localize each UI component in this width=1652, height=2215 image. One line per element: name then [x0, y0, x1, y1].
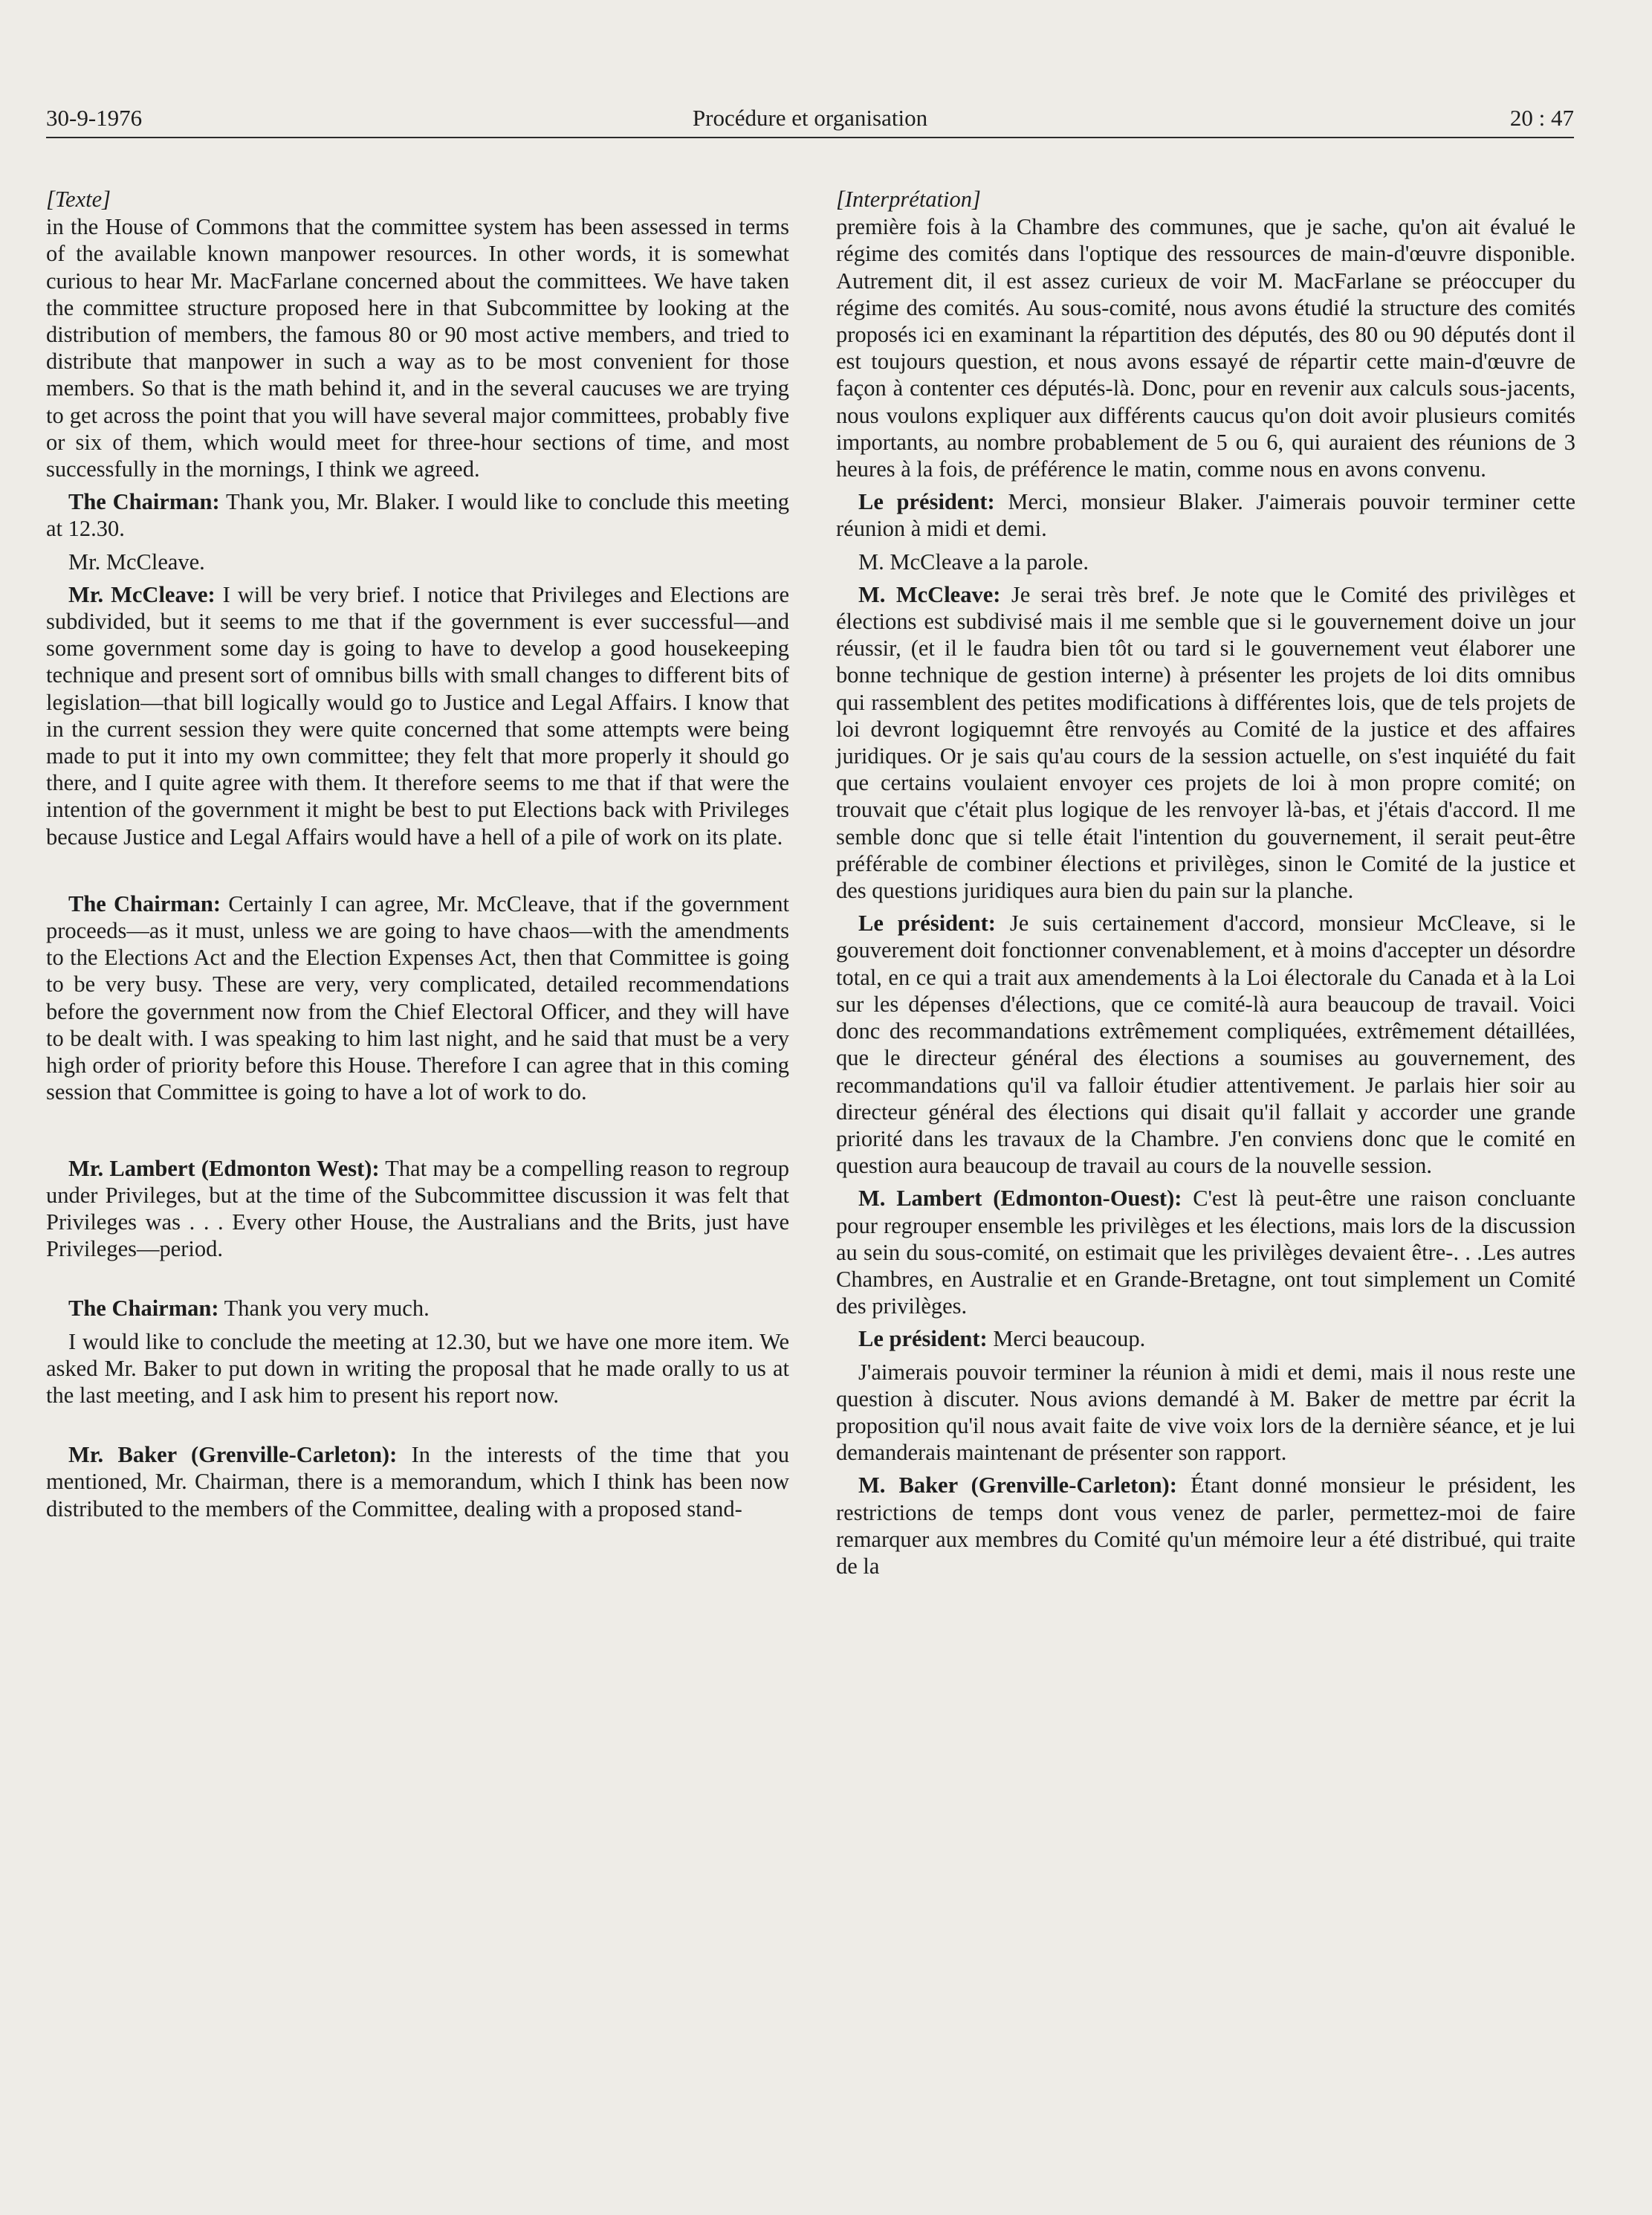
paragraph-text: Je serai très bref. Je note que le Comité des privilèges et élections est subdivisé mais il me semble que si le gouvernement doive un jour réussir, (et il le faudra bien tôt ou tard si le gouvernement veut élaborer une bonne technique de gestion interne) à présenter les projets de loi dits omnibus qui rassemblent des petites modifications à différentes lois, que de tels projets de loi devront logiquemnt être renvoyés au Comité de la justice et des affaires juridiques. Or je sais qu'au cours de la session actuelle, on s'est inquiété du fait que certains voulaient envoyer ces projets de loi à mon propre comité; on trouvait que c'était plus logique de les renvoyer là-bas, et j'étais d'accord. Il me semble donc que si telle était l'intention du gouvernement, il serait peut-être préférable de combiner élections et privilèges, sinon le Comité de la justice et des questions juridiques aura bien du pain sur la planche. — [836, 581, 1575, 904]
french-paragraph — [836, 910, 1575, 1179]
speaker-name: Mr. Lambert (Edmonton West): — [68, 1155, 380, 1181]
paragraph-text: I will be very brief. I notice that Privileges and Elections are subdivided, but it seems to me that if the government is ever successful—and some government some day is going to have to develop a good housekeeping technique and present sort of omnibus bills with small changes to different bits of legislation—that bill logically would go to Justice and Legal Affairs. I know that in the current session they were quite concerned that some attempts were being made to put it into my own committee; they felt that more properly it should go there, and I quite agree with them. It therefore seems to me that if that were the intention of the government it might be best to put Elections back with Privileges because Justice and Legal Affairs would have a hell of a pile of work on its plate. — [46, 581, 789, 850]
paragraph-text: Merci, monsieur Blaker. J'aimerais pouvoir terminer cette réunion à midi et demi. — [836, 489, 1575, 542]
paragraph-text: in the House of Commons that the committee system has been assessed in terms of the available known manpower resources. In other words, it is somewhat curious to hear Mr. MacFarlane concerned about the committees. We have taken the committee structure proposed here in that Subcommittee by looking at the distribution of members, the famous 80 or 90 most active members, and tried to distribute that manpower in such a way as to be most convenient for those members. So that is the math behind it, and in the several caucuses we are trying to get across the point that you will have several major committees, probably five or six of them, which would meet for three-hour sections of time, and most successfully in the mornings, I think we agreed. — [46, 214, 789, 482]
french-paragraph — [836, 549, 1575, 575]
english-paragraph — [46, 1328, 789, 1409]
english-language-marker: [Texte] — [46, 187, 111, 212]
french-language-marker: [Interprétation] — [836, 187, 981, 212]
french-paragraph — [836, 581, 1575, 904]
header-date: 30-9-1976 — [46, 105, 143, 131]
speaker-name: Le président: — [858, 911, 996, 937]
english-column — [46, 186, 789, 1522]
french-paragraph — [836, 1359, 1575, 1467]
paragraph-text: Thank you, Mr. Blaker. I would like to conclude this meeting at 12.30. — [46, 489, 790, 542]
paragraph-text: In the interests of the time that you mentioned, Mr. Chairman, there is a memorandum, which I think has been now distributed to the members of the Committee, dealing with a proposed stand- — [46, 1442, 789, 1522]
paragraph-text: Merci beaucoup. — [987, 1326, 1146, 1352]
english-paragraph — [46, 1155, 789, 1263]
french-paragraph — [836, 488, 1575, 542]
speaker-name: M. Baker (Grenville-Carleton): — [858, 1472, 1177, 1498]
header-rule — [46, 137, 1574, 138]
paragraph-text: Mr. McCleave. — [68, 549, 205, 575]
paragraph-text: J'aimerais pouvoir terminer la réunion à midi et demi, mais il nous reste une question à discuter. Nous avions demandé à M. Baker de mettre par écrit la proposition qu'il nous avait faite de vive voix lors de la dernière séance, et je lui demanderais maintenant de présenter son rapport. — [836, 1359, 1575, 1466]
english-paragraph — [46, 213, 789, 482]
speaker-name: Le président: — [858, 489, 995, 515]
speaker-name: The Chairman: — [68, 489, 220, 515]
french-paragraph — [836, 1185, 1575, 1319]
speaker-name: Mr. McCleave: — [68, 581, 216, 607]
paragraph-text: I would like to conclude the meeting at 12.30, but we have one more item. We asked Mr. Baker to put down in writing the proposal that he made orally to us at the last meeting, and I ask him to present his report now. — [46, 1328, 789, 1408]
french-paragraph — [836, 1325, 1575, 1352]
header-page-number: 20 : 47 — [1509, 105, 1574, 131]
speaker-name: The Chairman: — [68, 1296, 219, 1322]
english-paragraph — [46, 1441, 789, 1522]
speaker-name: M. Lambert (Edmonton-Ouest): — [858, 1186, 1182, 1212]
english-paragraph — [46, 890, 789, 1106]
english-paragraph — [46, 549, 789, 575]
french-column — [836, 186, 1575, 1579]
paragraph-text: C'est là peut-être une raison concluante pour regrouper ensemble les privilèges et les élections, mais lors de la discussion au sein du sous-comité, on estimait que les privilèges devaient être-. . .Les autres Chambres, en Australie et en Grande-Bretagne, ont tout simplement un Comité des privilèges. — [836, 1186, 1575, 1319]
speaker-name: Le président: — [858, 1326, 988, 1352]
speaker-name: Mr. Baker (Grenville-Carleton): — [68, 1442, 398, 1468]
paragraph-text: Je suis certainement d'accord, monsieur McCleave, si le gouverement doit fonctionner convenablement, et à moins d'accepter un désordre total, en ce qui a trait aux amendements à la Loi électorale du Canada et à la Loi sur les dépenses d'élections, que ce comité-là aura beaucoup de travail. Voici donc des recommandations extrêmement compliquées, extrêmement détaillées, que le directeur général des élections a soumises au gouvernement, des recommandations qu'il va falloir étudier attentivement. Je parlais hier soir au directeur général des élections qui disait qu'il fallait y accorder une grande priorité dans les travaux de la Chambre. J'en conviens donc que le comité en question aura beaucoup de travail au cours de la nouvelle session. — [836, 911, 1575, 1179]
paragraph-text: That may be a compelling reason to regroup under Privileges, but at the time of the Subcommittee discussion it was felt that Privileges was . . . Every other House, the Australians and the Brits, just have Privileges—period. — [46, 1155, 789, 1262]
paragraph-text: Certainly I can agree, Mr. McCleave, that if the government proceeds—as it must, unless we are going to have chaos—with the amendments to the Elections Act and the Election Expenses Act, then that Committee is going to be very busy. These are very, very complicated, detailed recommendations before the government now from the Chief Electoral Officer, and they will have to be dealt with. I was speaking to him last night, and he said that must be a very high order of priority before this House. Therefore I can agree that in this coming session that Committee is going to have a lot of work to do. — [46, 890, 790, 1105]
french-paragraph — [836, 213, 1575, 482]
paragraph-text: première fois à la Chambre des communes, que je sache, qu'on ait évalué le régime des comités dans l'optique des ressources de main-d'œuvre disponible. Autrement dit, il est assez curieux de voir M. MacFarlane se préoccuper du régime des comités. Au sous-comité, nous avons étudié la structure des comités proposés ici en examinant la répartition des députés, des 80 ou 90 députés dont il est toujours question, et nous avons essayé de répartir cette main-d'œuvre de façon à contenter ces députés-là. Donc, pour en revenir aux calculs sous-jacents, nous voulons expliquer aux différents caucus qu'on doit avoir plusieurs comités importants, au nombre probablement de 5 ou 6, qui auraient des réunions de 3 heures à la fois, de préférence le matin, comme nous en avons convenu. — [836, 214, 1575, 482]
paragraph-text: M. McCleave a la parole. — [858, 549, 1089, 575]
paragraph-text: Étant donné monsieur le président, les restrictions de temps dont vous venez de parler, permettez-moi de faire remarquer aux membres du Comité qu'un mémoire leur a été distribué, qui traite de la — [836, 1472, 1576, 1579]
header-title: Procédure et organisation — [692, 105, 928, 131]
speaker-name: The Chairman: — [68, 890, 221, 916]
english-paragraph — [46, 1295, 789, 1322]
french-paragraph — [836, 1472, 1575, 1579]
paragraph-text: Thank you very much. — [218, 1296, 430, 1322]
english-paragraph — [46, 488, 789, 542]
english-paragraph — [46, 581, 789, 850]
page-header — [46, 101, 1574, 135]
speaker-name: M. McCleave: — [858, 581, 1001, 607]
